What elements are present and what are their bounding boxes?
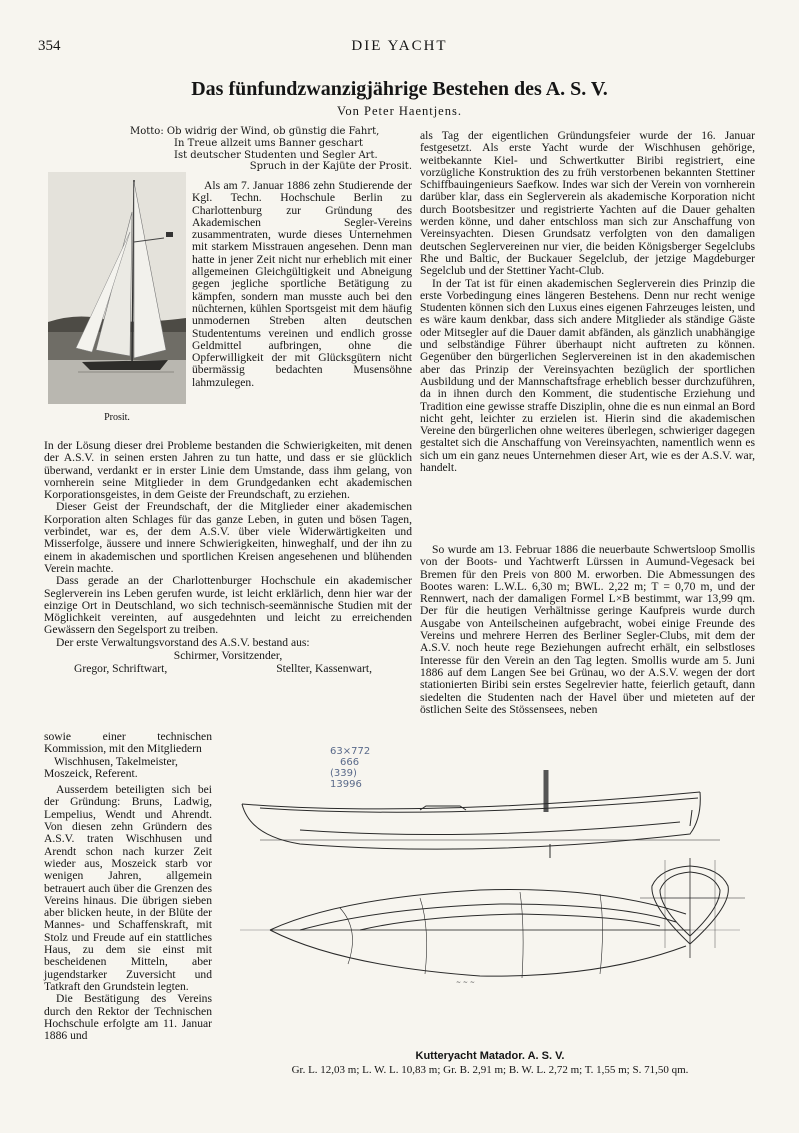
pencil-note: (339) — [330, 768, 357, 779]
photo-caption: Prosit. — [104, 412, 130, 423]
paragraph: Die Bestätigung des Vereins durch den Rektor der Technischen Hochschule erfolgte am 11. Januar 1886 und — [44, 992, 212, 1043]
board-row — [44, 662, 412, 675]
paragraph: Als am 7. Januar 1886 zehn Studierende der Kgl. Techn. Hochschule Berlin zu Charlottenburg zur Gründung des Akademischen Segler-Vereins zusammentraten, wurde dieses Unternehmen mit starkem Misstrauen angesehen. Denn man hatte in jener Zeit nicht nur erheblich mit einer allgemeinen Gleichgültigkeit und Abneigung gegen jegliche sportliche Betätigung zu kämpfen, sondern man musste auch bei den nüchternen, kühlen Sportsgeist mit dem häufig unmodernen Streben alten deutschen Studententums vereinen und endlich grosse Geldmittel aufbringen, ohne die Opferwilligkeit der mit Glücksgütern nicht übermässig bedachten Musensöhne lahmzulegen. — [192, 179, 412, 389]
board-member: Gregor, Schriftwart, — [74, 662, 168, 676]
motto-line: In Treue allzeit ums Banner geschart — [174, 137, 363, 149]
hull-plan-illustration — [220, 748, 760, 1048]
pencil-note: 666 — [340, 757, 360, 768]
board-member: Moszeick, Referent. — [44, 766, 138, 780]
running-head: DIE YACHT — [351, 38, 448, 54]
paragraph: Ausserdem beteiligten sich bei der Gründung: Bruns, Ladwig, Lempelius, Wendt und Ahrendt. Von diesen zehn Gründern des A.S.V. traten Wischhusen und Arendt schon nach kurzer Zeit wieder aus, Moszeick starb vor wenigen Jahren, allgemein betrauert auch über die Grenzen des Vereins hinaus. Die übrigen sieben aber blicken heute, in der Blüte der Mannes- und Schaffenskraft, mit Stolz und Freude auf ein stattliches Haus, zu dem sie einst mit bescheidenen Mitteln, aber jugendstarker Zuversicht und Tatkraft den Grundstein legten. — [44, 783, 212, 993]
column-1-lower — [44, 731, 212, 1042]
column-2-bottom — [420, 544, 755, 716]
column-1-beside-photo — [192, 180, 412, 389]
paragraph: Der erste Verwaltungsvorstand des A.S.V. bestand aus: — [56, 635, 310, 649]
drawing-signature: ~ ~ ~ — [456, 979, 475, 986]
page-number: 354 — [38, 38, 61, 54]
figure-specifications: Gr. L. 12,03 m; L. W. L. 10,83 m; Gr. B. 2,91 m; B. W. L. 2,72 m; T. 1,55 m; S. 71,50 qm. — [291, 1064, 689, 1076]
board-member: Stellter, Kassenwart, — [276, 662, 372, 676]
column-2-top — [420, 130, 755, 474]
sailboat-illustration — [48, 172, 186, 404]
paragraph: So wurde am 13. Februar 1886 die neuerbaute Schwertsloop Smollis von der Boots- und Yachtwerft Lürssen in Aumund-Vegesack bei Bremen für den Preis von 800 M. erworben. Die Abmessungen des Bootes waren: L.W.L. 6,30 m; BWL. 2,22 m; T = 0,70 m, und der Rennwert, nach der damaligen Formel L×B bestimmt, war 13,99 qm. Der für die heutigen Verhältnisse geringe Kaufpreis wurde durch Ausgabe von Anteilscheinen aufgebracht, wobei einige Freunde des Vereins und mehrere Herren des Berliner Segler-Clubs, mit dem der A.S.V. noch heute rege Beziehungen aufrecht erhält, ein selbstloses Interesse für den Verein an den Tag legten. Smollis wurde am 5. Juni 1886 auf dem Langen See bei Grünau, wo der A.S.V. wegen der dort stationierten Biribi sein erstes Segelrevier hatte, feierlich getauft, dann siedelten die Studenten nach der Havel über und mieteten auf der östlichen Seite des Stössensees, neben — [420, 543, 755, 716]
motto-line: Ist deutscher Studenten und Segler Art. — [174, 149, 378, 161]
board-list — [44, 649, 412, 675]
paragraph: Dieser Geist der Freundschaft, der die Mitglieder einer akademischen Korporation alten Schlages für das ganze Leben, in guten und bösen Tagen, verbindet, war es, der dem A.S.V. über viele Widerwärtigkeiten und Misserfolge, äussere und innere Schwierigkeiten, hinweghalf, und der ihn zu einem in akademischen und sportlichen Kreisen angesehenen und blühenden Verein machte. — [44, 500, 412, 575]
column-1-full-width — [44, 440, 412, 675]
board-member: Wischhusen, Takelmeister, — [54, 754, 178, 768]
yacht-lines-drawing — [220, 748, 760, 1048]
motto-line: Motto: Ob widrig der Wind, ob günstig die Fahrt, — [130, 126, 380, 137]
paragraph: In der Lösung dieser drei Probleme bestanden die Schwierigkeiten, mit denen der A.S.V. in seinen ersten Jahren zu tun hatte, und dass er sie glücklich überwand, verdankt er in erster Linie dem Umstande, dass ihm gelang, von vornherein seine Mitglieder in dem Grundgedanken echt akademischen Korporationsgeistes, in dem Geiste der Freundschaft, zu erziehen. — [44, 439, 412, 502]
article-title: Das fünfundzwanzigjährige Bestehen des A. S. V. — [191, 78, 608, 100]
board-commission-text: sowie einer technischen Kommission, mit den Mitgliedern — [44, 730, 212, 756]
paragraph: In der Tat ist für einen akademischen Seglerverein dies Prinzip die erste Vorbedingung eines längeren Bestehens. Denn nur recht wenige Studenten können sich den Luxus eines eigenen Fahrzeuges leisten, und es wäre kaum denkbar, dass sich andere Mitglieder als ständige Gäste oder Mitsegler auf die Dauer damit abfänden, als gänzlich unabhängige und selbständige Führer überhaupt nicht auftreten zu können. Gegenüber den bürgerlichen Seglervereinen ist in den akademischen aber das Prinzip der Vereinsyachten bezüglich der sportlichen Ausbildung und der Mannschaftsfrage erheblich besser durchzuführen, da in ihnen durch den Komment, die studentische Erziehung und Tradition eine gewisse straffe Disziplin, ohne die es nun einmal an Bord nicht geht, leichter zu erzielen ist. Hierin sind die akademischen Vereine den bürgerlichen ohne weiteres überlegen, schwieriger dagegen gestaltet sich die Anschaffung von Vereinsyachten, namentlich wenn es sich um ein ganz neues Unternehmen dieser Art, wie es der A.S.V. war, handelt. — [420, 276, 755, 475]
paragraph: Dass gerade an der Charlottenburger Hochschule ein akademischer Seglerverein ins Leben gerufen wurde, ist leicht erklärlich, denn hier war der einzige Ort in Deutschland, wo sich technisch-seemännische Studien mit der Möglichkeit vereinten, auf ausgedehnten und leicht zu erreichenden Gewässern den Segelsport zu treiben. — [44, 574, 412, 637]
motto-source: Spruch in der Kajüte der Prosit. — [249, 161, 412, 173]
board-member: Schirmer, Vorsitzender, — [173, 649, 283, 663]
pencil-note: 13996 — [330, 779, 362, 790]
figure-title: Kutteryacht Matador. A. S. V. — [415, 1050, 565, 1062]
yacht-photo — [48, 172, 186, 404]
paragraph: als Tag der eigentlichen Gründungsfeier wurde der 16. Januar festgesetzt. Als erste Yacht wurde der Wischhusen gehörige, weitbekannte Kiel- und Schwertkutter Biribi registriert, eine vorzügliche Konstruktion des zu früh verstorbenen bekannten Stettiner Schiffbauingenieurs Saefkow. Indes war sich der Verein von vornherein darüber klar, dass ein Seglerverein als akademische Korporation nicht durch Bootsbesitzer und registrierte Yachten auf die Dauer gehalten werden könne, und daher entschloss man sich zur Anschaffung von Vereinsyachten. Diesen Grundsatz verfolgten von den damaligen deutschen Seglervereinen nur vier, die beiden Königsberger Segelclubs Rhe und Baltic, der Buckauer Segelclub, der jetzige Magdeburger Segelclub und der Stettiner Yacht-Club. — [420, 129, 755, 278]
article-author: Von Peter Haentjens. — [337, 104, 462, 118]
pencil-note: 63×772 — [330, 746, 371, 757]
motto — [130, 126, 412, 173]
